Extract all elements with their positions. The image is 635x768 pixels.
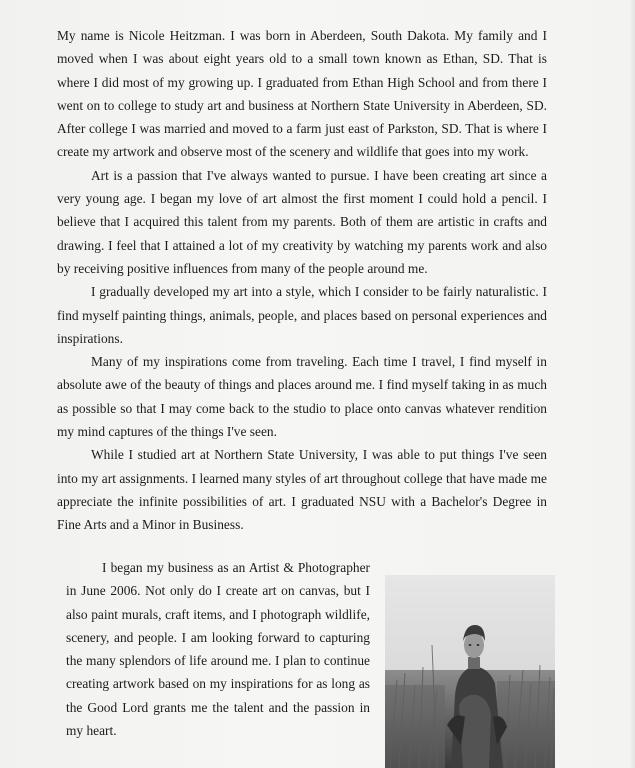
paragraph-university: While I studied art at Northern State University, I was able to put things I've seen into my art assignments. I learned many styles of art throughout college that have made me appreciate the infinite possibilities of art. I graduated NSU with a Bachelor's Degree in Fine Arts and a Minor in Business. [57, 447, 547, 533]
paragraph-business [66, 556, 370, 742]
paragraph-business-text: I began my business as an Artist & Photographer in June 2006. Not only do I create art on canvas, but I also paint murals, craft items, and I photograph wildlife, scenery, and people. I am looking forward to capturing the many splendors of life around me. I plan to continue creating artwork based on my inspirations for as long as the Good Lord grants me the talent and the passion in my heart. [66, 560, 370, 739]
biography-business-text [66, 556, 370, 742]
paragraph-travel: Many of my inspirations come from traveling. Each time I travel, I find myself in absolute awe of the beauty of things and places around me. I find myself taking in as much as possible so that I may come back to the studio to place onto canvas whatever rendition my mind captures of the things I've seen. [57, 354, 547, 440]
page-edge-shadow [629, 0, 635, 768]
artist-photo [385, 575, 555, 768]
biography-text [57, 24, 547, 537]
paragraph-intro: My name is Nicole Heitzman. I was born in Aberdeen, South Dakota. My family and I moved when I was about eight years old to a small town known as Ethan, SD. That is where I did most of my growing up. I graduated from Ethan High School and from there I went on to college to study art and business at Northern State University in Aberdeen, SD. After college I was married and moved to a farm just east of Parkston, SD. That is where I create my artwork and observe most of the scenery and wildlife that goes into my work. [57, 28, 547, 160]
paragraph-passion: Art is a passion that I've always wanted to pursue. I have been creating art since a very young age. I began my love of art almost the first moment I could hold a pencil. I believe that I acquired this talent from my parents. Both of them are artistic in crafts and drawing. I feel that I attained a lot of my creativity by watching my parents work and also by receiving positive influences from many of the people around me. [57, 167, 547, 276]
paragraph-style: I gradually developed my art into a style, which I consider to be fairly naturalistic. I find myself painting things, animals, people, and places based on personal experiences and inspirations. [57, 284, 547, 346]
